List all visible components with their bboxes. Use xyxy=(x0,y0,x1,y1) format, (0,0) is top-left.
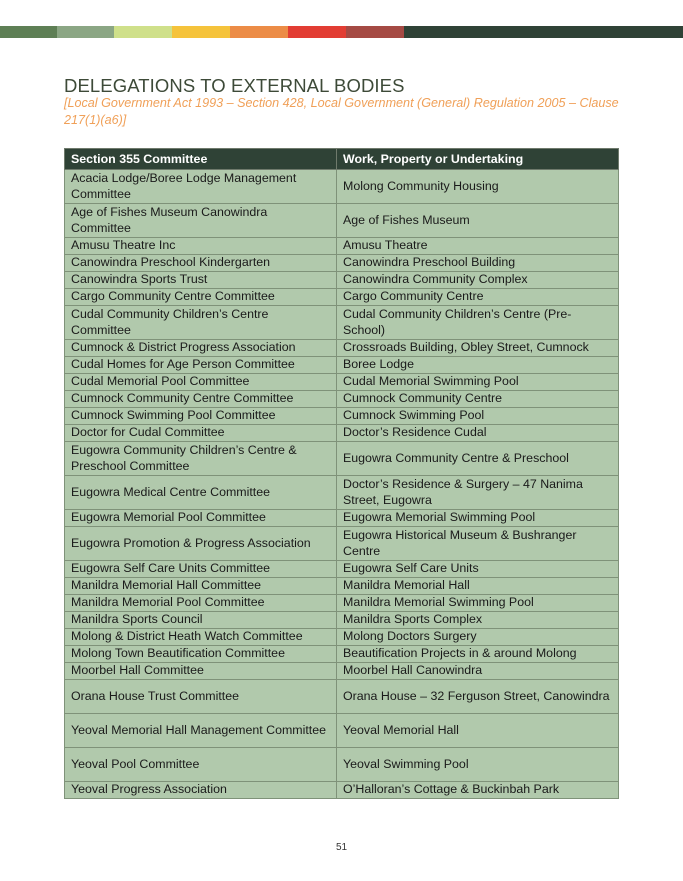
table-row xyxy=(65,663,619,680)
table-row xyxy=(65,629,619,646)
table-row xyxy=(65,510,619,527)
committee-cell: Eugowra Community Children’s Centre & Preschool Committee xyxy=(65,442,337,476)
committee-cell: Cumnock Community Centre Committee xyxy=(65,391,337,408)
committee-cell: Eugowra Medical Centre Committee xyxy=(65,476,337,510)
committee-cell: Cumnock & District Progress Association xyxy=(65,340,337,357)
property-cell: Yeoval Swimming Pool xyxy=(337,748,619,782)
committee-cell: Cargo Community Centre Committee xyxy=(65,289,337,306)
property-cell: Canowindra Community Complex xyxy=(337,272,619,289)
property-cell: Manildra Memorial Hall xyxy=(337,578,619,595)
property-cell: Age of Fishes Museum xyxy=(337,204,619,238)
committee-cell: Acacia Lodge/Boree Lodge Management Committee xyxy=(65,170,337,204)
property-cell: Cudal Community Children’s Centre (Pre-School) xyxy=(337,306,619,340)
table-row xyxy=(65,476,619,510)
table-row xyxy=(65,272,619,289)
band-segment xyxy=(346,26,404,38)
property-cell: Manildra Memorial Swimming Pool xyxy=(337,595,619,612)
committee-cell: Cudal Homes for Age Person Committee xyxy=(65,357,337,374)
table-row xyxy=(65,408,619,425)
table-row xyxy=(65,680,619,714)
committee-cell: Age of Fishes Museum Canowindra Committee xyxy=(65,204,337,238)
property-cell: Eugowra Historical Museum & Bushranger Centre xyxy=(337,527,619,561)
table-row xyxy=(65,578,619,595)
property-cell: Eugowra Community Centre & Preschool xyxy=(337,442,619,476)
table-row xyxy=(65,306,619,340)
property-cell: Beautification Projects in & around Molong xyxy=(337,646,619,663)
property-cell: Cumnock Community Centre xyxy=(337,391,619,408)
band-segment xyxy=(57,26,114,38)
table-row xyxy=(65,204,619,238)
legislation-reference: [Local Government Act 1993 – Section 428, Local Government (General) Regulation 2005 – Clause 217(1)(a6)] xyxy=(64,96,619,127)
property-cell: O’Halloran’s Cottage & Buckinbah Park xyxy=(337,782,619,799)
column-header-property: Work, Property or Undertaking xyxy=(337,149,619,170)
committee-cell: Yeoval Memorial Hall Management Committee xyxy=(65,714,337,748)
property-cell: Yeoval Memorial Hall xyxy=(337,714,619,748)
table-row xyxy=(65,561,619,578)
table-row xyxy=(65,527,619,561)
band-segment xyxy=(288,26,346,38)
table-row xyxy=(65,391,619,408)
property-cell: Boree Lodge xyxy=(337,357,619,374)
table-row xyxy=(65,289,619,306)
property-cell: Cudal Memorial Swimming Pool xyxy=(337,374,619,391)
table-row xyxy=(65,238,619,255)
table-row xyxy=(65,714,619,748)
table-row xyxy=(65,357,619,374)
property-cell: Eugowra Self Care Units xyxy=(337,561,619,578)
committee-cell: Manildra Sports Council xyxy=(65,612,337,629)
band-segment xyxy=(230,26,288,38)
committee-cell: Cudal Community Children’s Centre Committee xyxy=(65,306,337,340)
property-cell: Doctor’s Residence Cudal xyxy=(337,425,619,442)
table-row xyxy=(65,340,619,357)
committee-cell: Canowindra Sports Trust xyxy=(65,272,337,289)
table-row xyxy=(65,374,619,391)
delegations-table xyxy=(64,148,619,799)
table-row xyxy=(65,170,619,204)
committee-cell: Cumnock Swimming Pool Committee xyxy=(65,408,337,425)
table-row xyxy=(65,425,619,442)
band-segment xyxy=(172,26,230,38)
committee-cell: Cudal Memorial Pool Committee xyxy=(65,374,337,391)
band-segment xyxy=(114,26,172,38)
band-segment xyxy=(404,26,683,38)
property-cell: Manildra Sports Complex xyxy=(337,612,619,629)
committee-cell: Doctor for Cudal Committee xyxy=(65,425,337,442)
property-cell: Orana House – 32 Ferguson Street, Canowindra xyxy=(337,680,619,714)
committee-cell: Yeoval Pool Committee xyxy=(65,748,337,782)
table-row xyxy=(65,748,619,782)
band-segment xyxy=(0,26,57,38)
property-cell: Eugowra Memorial Swimming Pool xyxy=(337,510,619,527)
page-number: 51 xyxy=(335,842,348,853)
committee-cell: Yeoval Progress Association xyxy=(65,782,337,799)
table-row xyxy=(65,442,619,476)
property-cell: Doctor’s Residence & Surgery – 47 Nanima Street, Eugowra xyxy=(337,476,619,510)
committee-cell: Canowindra Preschool Kindergarten xyxy=(65,255,337,272)
table-row xyxy=(65,612,619,629)
page-title: DELEGATIONS TO EXTERNAL BODIES xyxy=(64,75,405,96)
table-body xyxy=(65,170,619,799)
committee-cell: Eugowra Promotion & Progress Association xyxy=(65,527,337,561)
property-cell: Crossroads Building, Obley Street, Cumnock xyxy=(337,340,619,357)
committee-cell: Eugowra Self Care Units Committee xyxy=(65,561,337,578)
header-color-band xyxy=(0,26,683,38)
table-row xyxy=(65,782,619,799)
table-row xyxy=(65,595,619,612)
committee-cell: Amusu Theatre Inc xyxy=(65,238,337,255)
property-cell: Moorbel Hall Canowindra xyxy=(337,663,619,680)
property-cell: Canowindra Preschool Building xyxy=(337,255,619,272)
committee-cell: Molong & District Heath Watch Committee xyxy=(65,629,337,646)
property-cell: Cargo Community Centre xyxy=(337,289,619,306)
table-header-row xyxy=(65,149,619,170)
table-row xyxy=(65,646,619,663)
property-cell: Cumnock Swimming Pool xyxy=(337,408,619,425)
committee-cell: Eugowra Memorial Pool Committee xyxy=(65,510,337,527)
committee-cell: Molong Town Beautification Committee xyxy=(65,646,337,663)
committee-cell: Orana House Trust Committee xyxy=(65,680,337,714)
committee-cell: Manildra Memorial Hall Committee xyxy=(65,578,337,595)
column-header-committee: Section 355 Committee xyxy=(65,149,337,170)
property-cell: Amusu Theatre xyxy=(337,238,619,255)
table-row xyxy=(65,255,619,272)
property-cell: Molong Doctors Surgery xyxy=(337,629,619,646)
property-cell: Molong Community Housing xyxy=(337,170,619,204)
committee-cell: Manildra Memorial Pool Committee xyxy=(65,595,337,612)
committee-cell: Moorbel Hall Committee xyxy=(65,663,337,680)
